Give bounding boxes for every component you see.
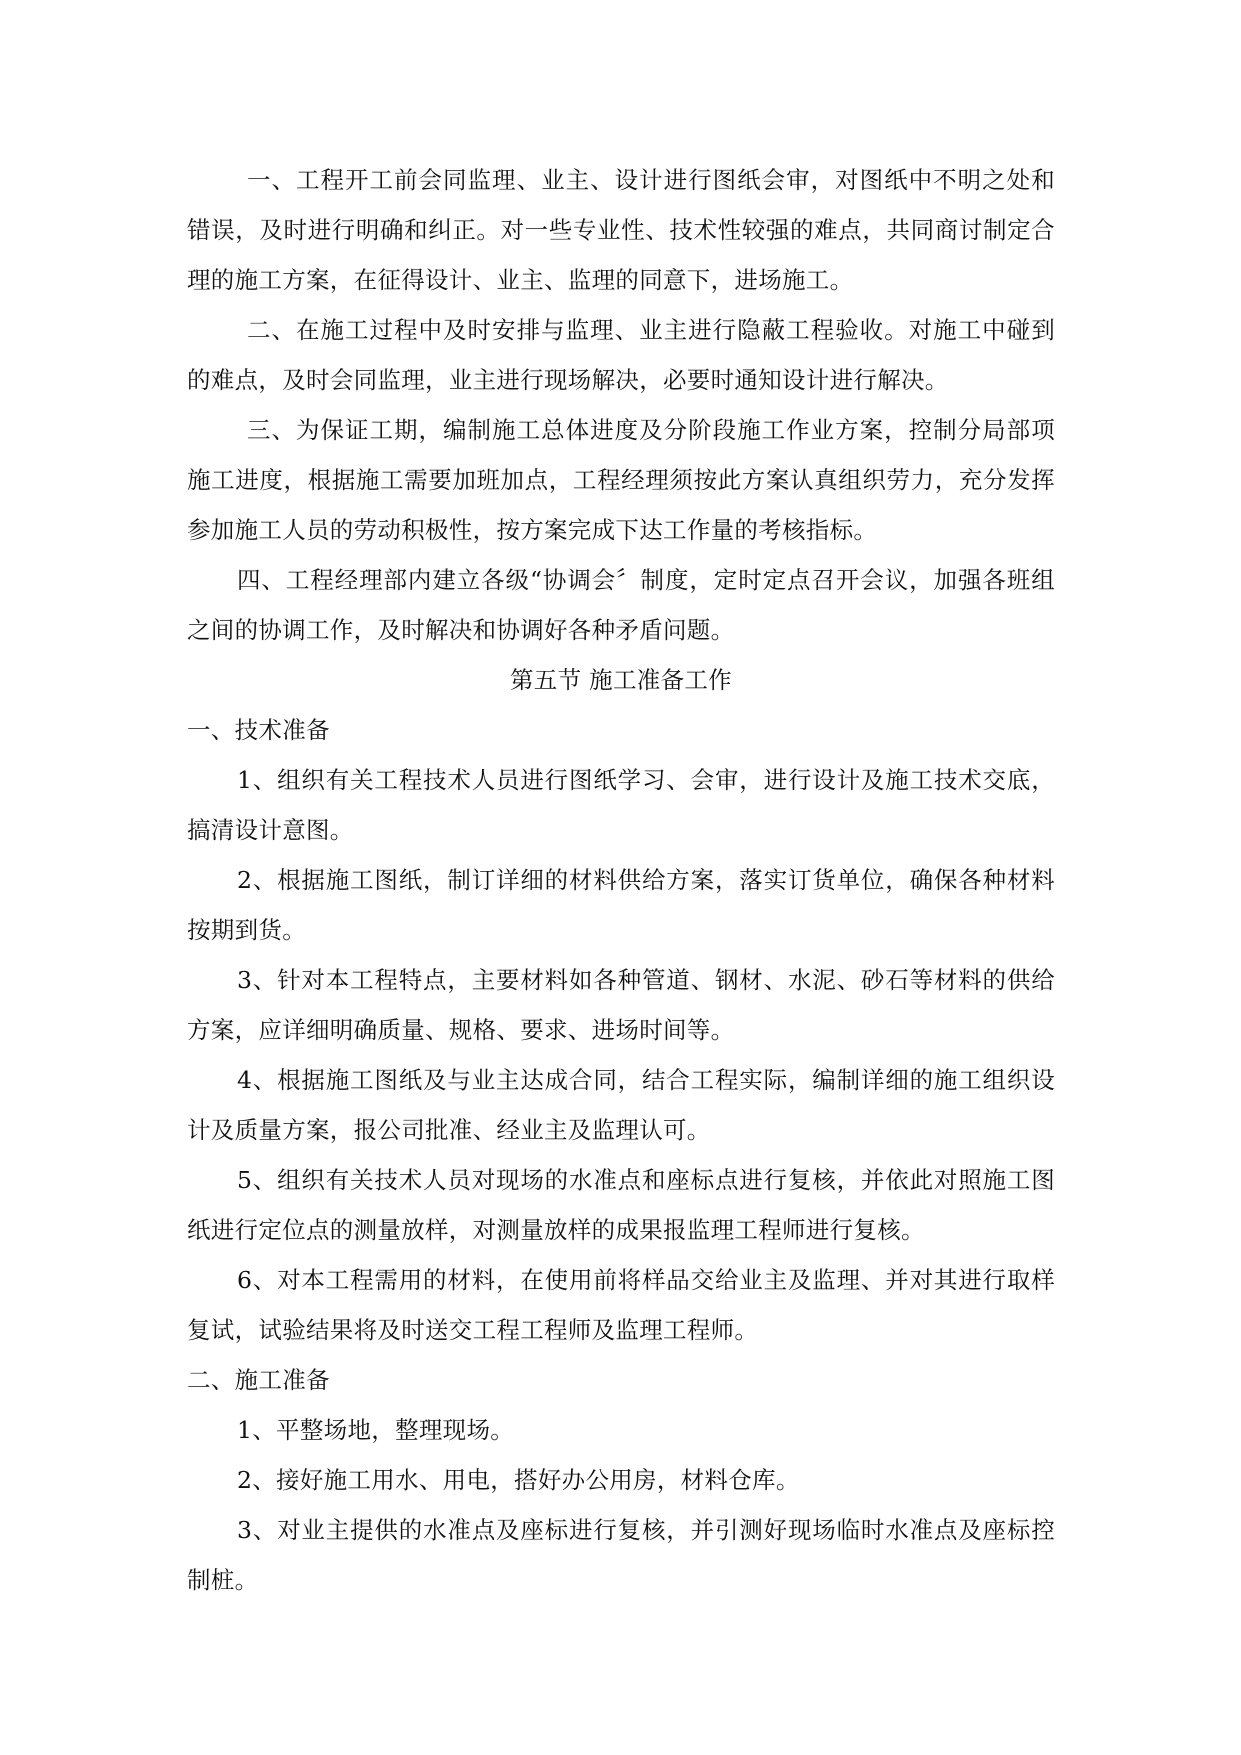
construction-prep-item: 3、对业主提供的水准点及座标进行复核，并引测好现场临时水准点及座标控制桩。 bbox=[187, 1516, 1055, 1594]
tech-prep-item: 2、根据施工图纸，制订详细的材料供给方案，落实订货单位，确保各种材料按期到货。 bbox=[187, 866, 1055, 944]
paragraph-coordination-4: 四、工程经理部内建立各级“协调会〞制度，定时定点召开会议，加强各班组之间的协调工作，及时解决和协调好各种矛盾问题。 bbox=[187, 566, 1055, 644]
tech-prep-item: 4、根据施工图纸及与业主达成合同，结合工程实际，编制详细的施工组织设计及质量方案，报公司批准、经业主及监理认可。 bbox=[187, 1066, 1055, 1144]
tech-prep-item: 6、对本工程需用的材料，在使用前将样品交给业主及监理、并对其进行取样复试，试验结果将及时送交工程工程师及监理工程师。 bbox=[187, 1266, 1055, 1344]
tech-prep-item: 1、组织有关工程技术人员进行图纸学习、会审，进行设计及施工技术交底，搞清设计意图。 bbox=[187, 766, 1055, 844]
tech-prep-item: 3、针对本工程特点，主要材料如各种管道、钢材、水泥、砂石等材料的供给方案，应详细明确质量、规格、要求、进场时间等。 bbox=[187, 966, 1055, 1044]
tech-prep-item: 5、组织有关技术人员对现场的水准点和座标点进行复核，并依此对照施工图纸进行定位点的测量放样，对测量放样的成果报监理工程师进行复核。 bbox=[187, 1166, 1055, 1244]
section-title: 第五节 施工准备工作 bbox=[510, 666, 732, 694]
construction-prep-item: 2、接好施工用水、用电，搭好办公用房，材料仓库。 bbox=[237, 1466, 800, 1494]
paragraph-coordination-3: 三、为保证工期，编制施工总体进度及分阶段施工作业方案，控制分局部项施工进度，根据施工需要加班加点，工程经理须按此方案认真组织劳力，充分发挥参加施工人员的劳动积极性，按方案完成下达工作量的考核指标。 bbox=[187, 416, 1055, 544]
construction-prep-heading: 二、施工准备 bbox=[187, 1366, 330, 1394]
paragraph-coordination-2: 二、在施工过程中及时安排与监理、业主进行隐蔽工程验收。对施工中碰到的难点，及时会同监理，业主进行现场解决，必要时通知设计进行解决。 bbox=[187, 316, 1055, 394]
construction-prep-item: 1、平整场地，整理现场。 bbox=[237, 1416, 515, 1444]
paragraph-coordination-1: 一、工程开工前会同监理、业主、设计进行图纸会审，对图纸中不明之处和错误，及时进行明确和纠正。对一些专业性、技术性较强的难点，共同商讨制定合理的施工方案，在征得设计、业主、监理的同意下，进场施工。 bbox=[187, 166, 1055, 294]
tech-prep-heading: 一、技术准备 bbox=[187, 716, 330, 744]
document-body bbox=[187, 155, 1055, 1605]
